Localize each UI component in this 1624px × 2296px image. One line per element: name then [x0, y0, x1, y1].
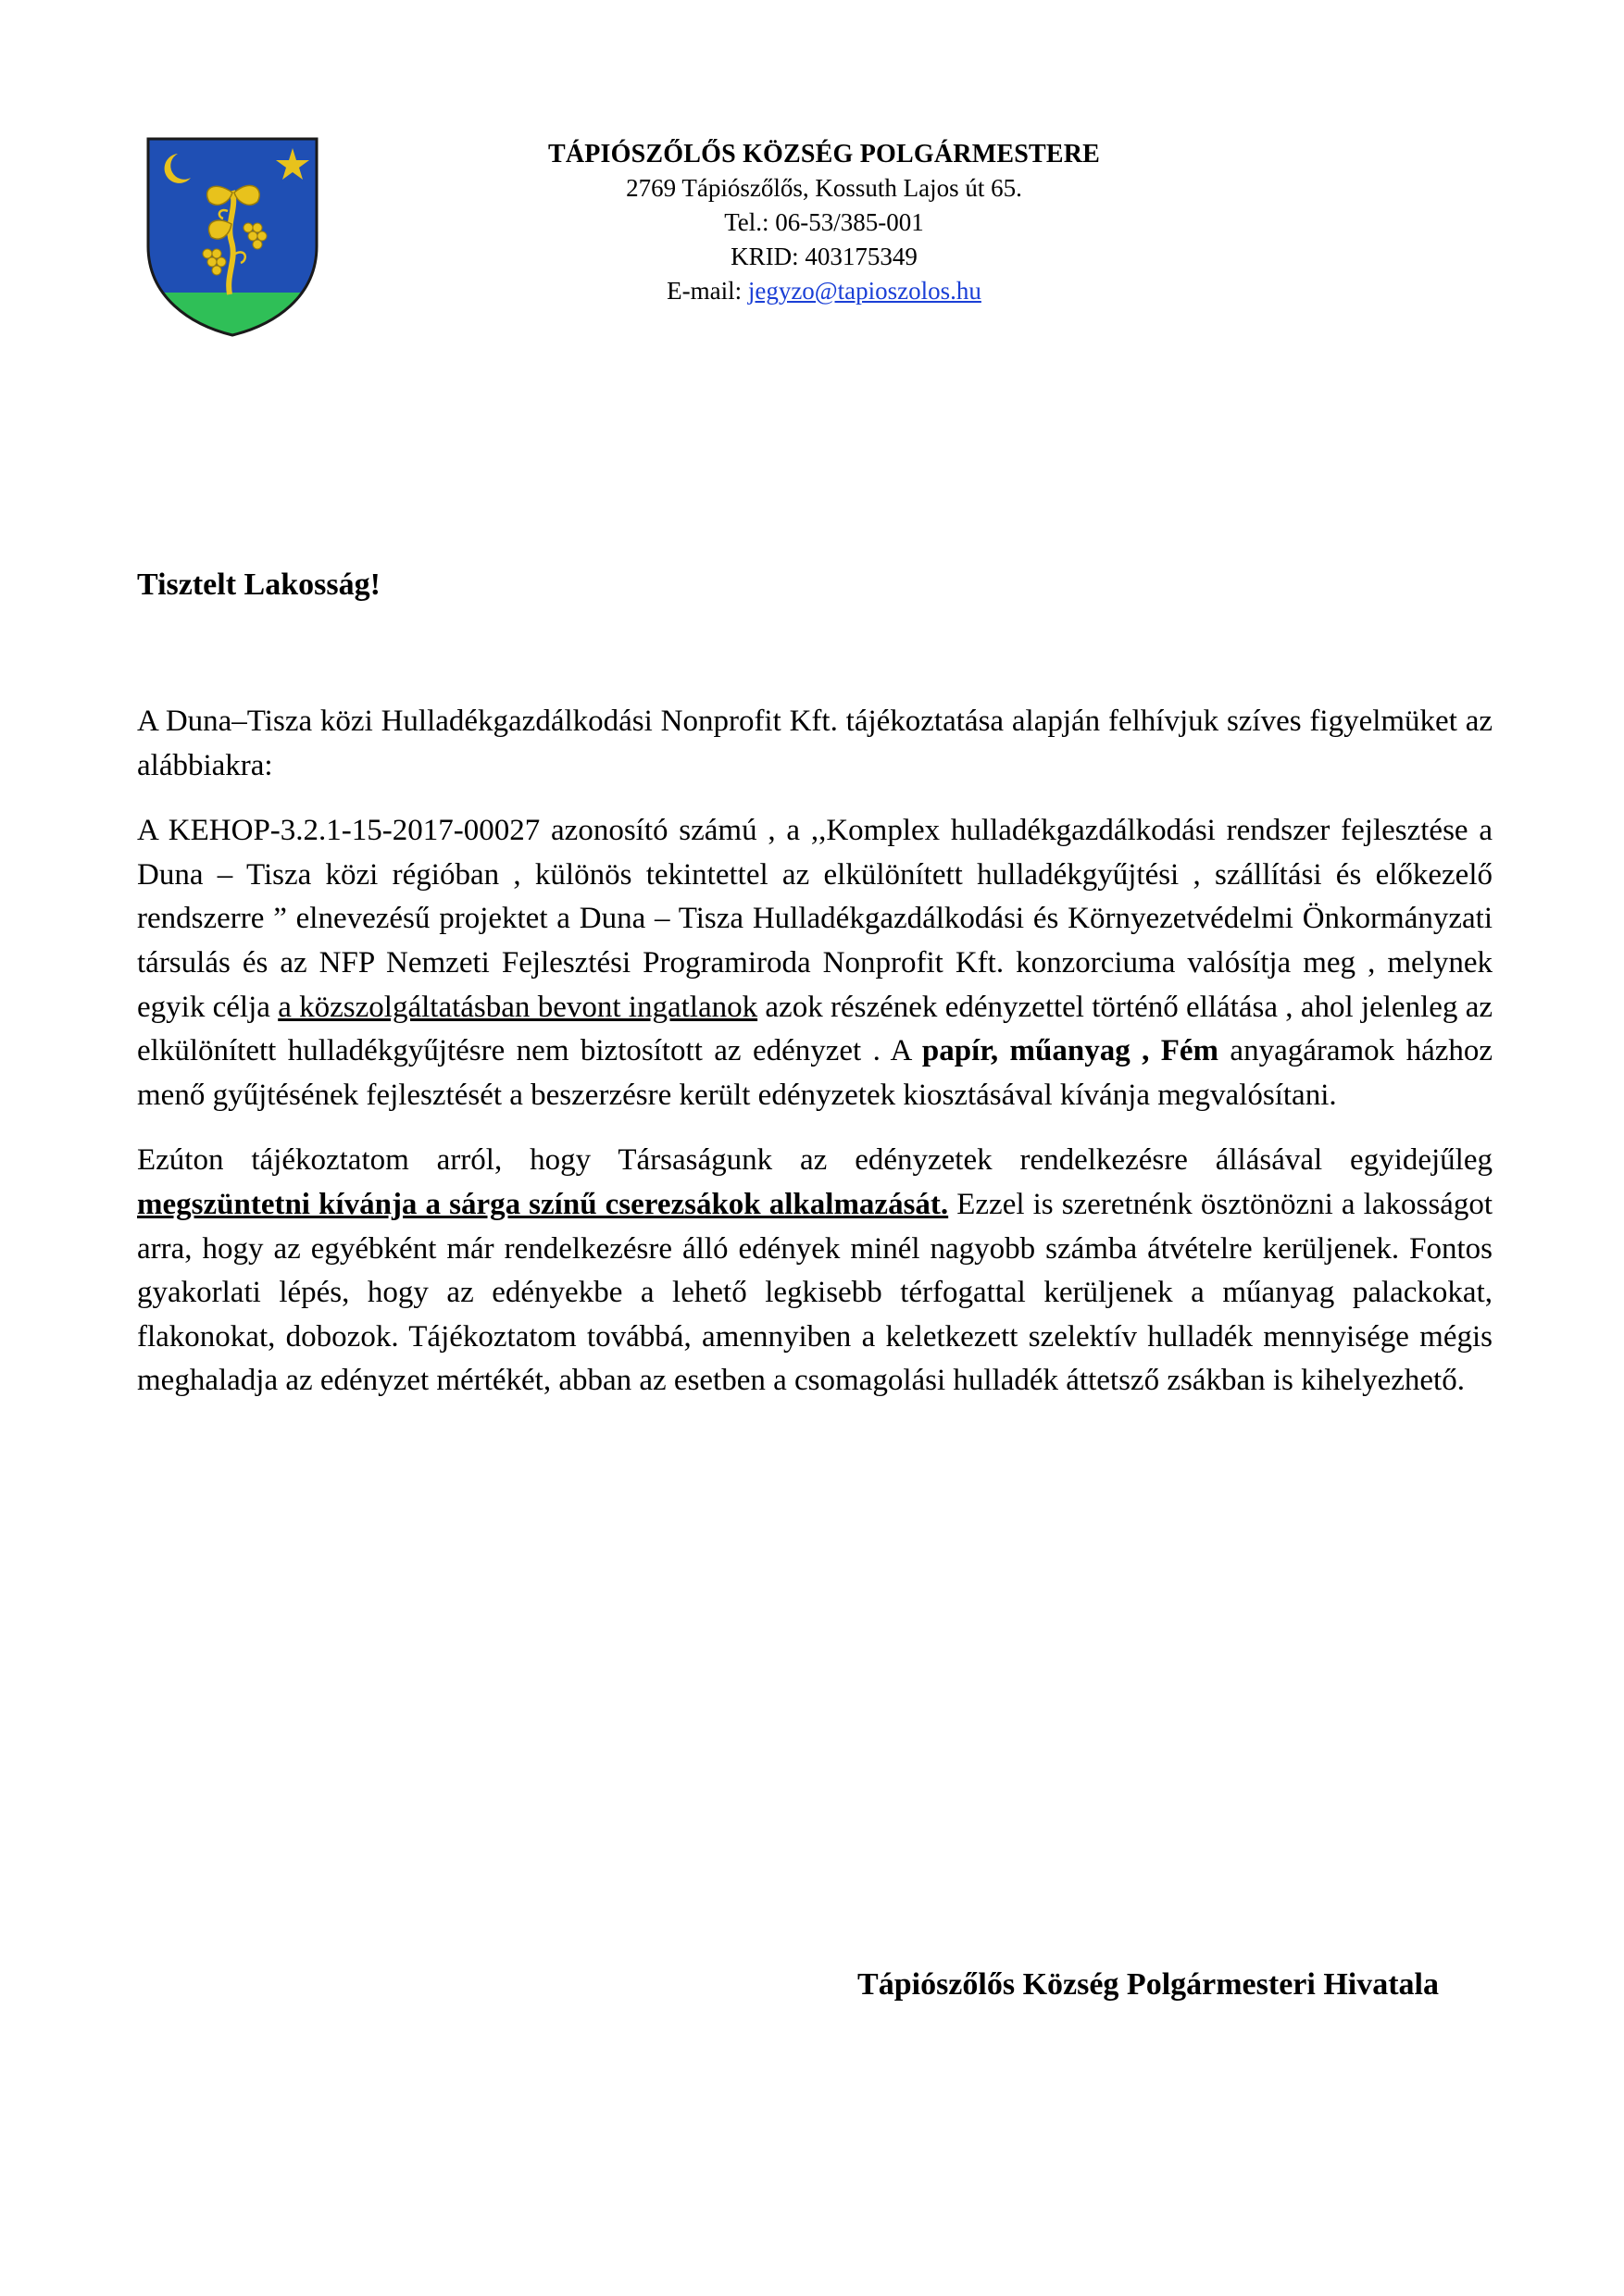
office-email-line: [500, 274, 1148, 308]
bold-materials: papír, műanyag , Fém: [921, 1034, 1219, 1068]
office-phone: Tel.: 06-53/385-001: [724, 208, 924, 236]
paragraph-project-text-3: anyagáramok házhoz menő gyűjtésének fejlesztését a beszerzésre került edényzetek kiosztásával kívánja megvalósítani.: [137, 1034, 1493, 1112]
paragraph-notice: [137, 1139, 1493, 1404]
greeting: Tisztelt Lakosság!: [137, 568, 381, 602]
email-label: E-mail:: [667, 277, 748, 305]
letterhead: [500, 137, 1148, 308]
underlined-phrase: a közszolgáltatásban bevont ingatlanok: [278, 990, 758, 1024]
paragraph-notice-text-1: Ezúton tájékoztatom arról, hogy Társaságunk az edényzetek rendelkezésre állásával egyidejűleg: [137, 1143, 1493, 1178]
paragraph-project-text-2: azok részének edényzettel történő ellátása , ahol jelenleg az elkülönített hulladékgyűjtésre nem biztosított az edényzet . A: [137, 990, 1493, 1068]
paragraph-notice-text-2: Ezzel is szeretnénk ösztönözni a lakosságot arra, hogy az egyébként már rendelkezésre álló edények minél nagyobb számba átvételre kerüljenek. Fontos gyakorlati lépés, hogy az edényekbe a lehető legkisebb térfogattal kerüljenek a műanyag palackokat, flakonokat, dobozok. Tájékoztatom továbbá, amennyiben a keletkezett szelektív hulladék mennyisége mégis meghaladja az edényzet mértékét, abban az esetben a csomagolási hulladék áttetsző zsákban is kihelyezhető.: [137, 1187, 1493, 1398]
letter-body: [137, 700, 1493, 1425]
bold-underlined-notice: megszüntetni kívánja a sárga színű cserezsákok alkalmazását.: [137, 1187, 949, 1221]
paragraph-project-text-1: A KEHOP-3.2.1-15-2017-00027 azonosító számú , a ,,Komplex hulladékgazdálkodási rendszer fejlesztése a Duna – Tisza közi régióban , különös tekintettel az elkülönített hulladékgyűjtési , szállítási és előkezelő rendszerre ” elnevezésű projektet a Duna – Tisza Hulladékgazdálkodási és Környezetvédelmi Önkormányzati társulás és az NFP Nemzeti Fejlesztési Programiroda Nonprofit Kft. konzorciuma valósítja meg , melynek egyik célja: [137, 814, 1493, 1024]
email-link[interactable]: jegyzo@tapioszolos.hu: [747, 277, 981, 305]
paragraph-project: [137, 809, 1493, 1117]
paragraph-intro: A Duna–Tisza közi Hulladékgazdálkodási Nonprofit Kft. tájékoztatása alapján felhívjuk szíves figyelmüket az alábbiakra:: [137, 705, 1493, 782]
office-krid: KRID: 403175349: [731, 243, 918, 270]
office-address: 2769 Tápiószőlős, Kossuth Lajos út 65.: [626, 174, 1022, 202]
signature: Tápiószőlős Község Polgármesteri Hivatala: [857, 1967, 1439, 2002]
office-title: TÁPIÓSZŐLŐS KÖZSÉG POLGÁRMESTERE: [547, 140, 1101, 168]
coat-of-arms-icon: [144, 135, 320, 339]
